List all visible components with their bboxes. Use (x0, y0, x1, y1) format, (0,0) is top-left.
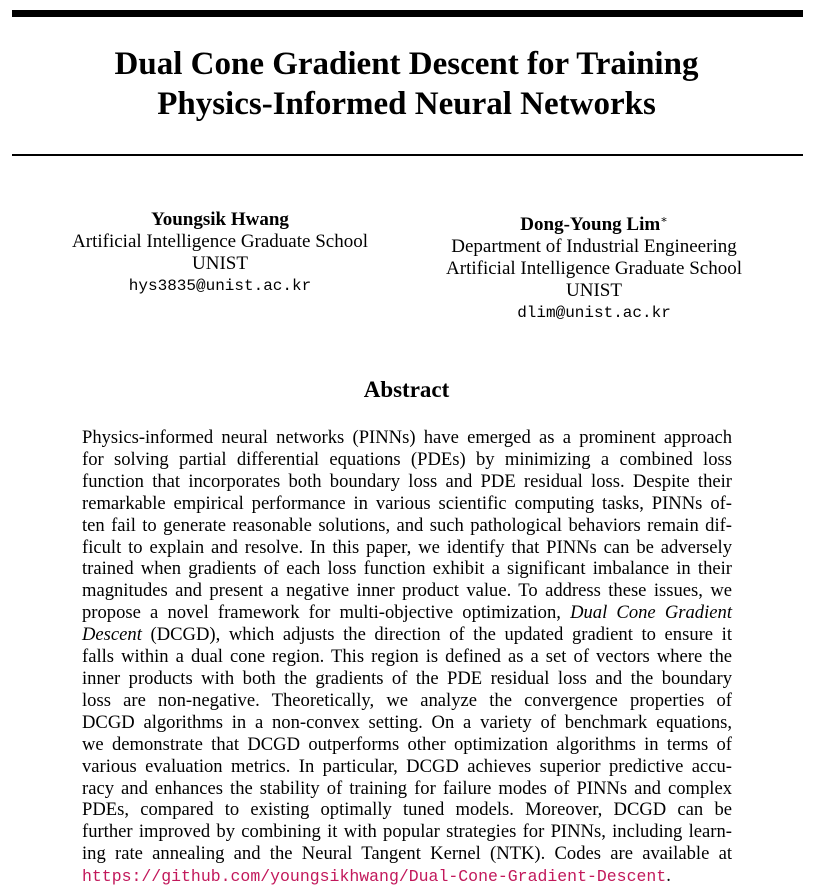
author-affiliation: Artificial Intelligence Graduate School (72, 231, 368, 252)
author-affiliation: Department of Industrial Engineering (451, 236, 737, 257)
abstract-line: function that incorporates both boundary loss and PDE residual loss. Despite their (82, 470, 732, 492)
abstract-period: . (666, 865, 671, 887)
author-block (40, 209, 400, 297)
method-name-emphasis: Dual Cone Gradient (570, 602, 732, 624)
abstract-text: (DCGD), which adjusts the direction of the updated gradient to ensure it (150, 624, 732, 646)
abstract-line: inner products with both the gradients of the PDE residual loss and the boundary (82, 667, 732, 689)
abstract-line (82, 624, 732, 646)
author-affiliation: Artificial Intelligence Graduate School (446, 258, 742, 279)
author-email[interactable]: dlim@unist.ac.kr (517, 304, 671, 322)
code-link[interactable]: https://github.com/youngsikhwang/Dual-Cone-Gradient-Descent (82, 867, 667, 887)
abstract-line: remarkable empirical performance in various scientific computing tasks, PINNs of- (82, 492, 732, 514)
title-line: Physics-Informed Neural Networks (157, 86, 656, 122)
method-name-emphasis: Descent (82, 624, 142, 646)
abstract-line: loss are non-negative. Theoretically, we analyze the convergence properties of (82, 689, 732, 711)
abstract-text: propose a novel framework for multi-objective optimization, (82, 602, 561, 624)
abstract-line: ten fail to generate reasonable solutions, and such pathological behaviors remain dif- (82, 514, 732, 536)
footnote-mark[interactable]: ∗ (660, 214, 668, 226)
abstract-line: trained when gradients of each loss function exhibit a significant imbalance in their (82, 558, 732, 580)
author-affiliation: UNIST (566, 280, 622, 301)
paper-title (0, 44, 813, 124)
abstract-line: magnitudes and present a negative inner product value. To address these issues, we (82, 580, 732, 602)
abstract-line (82, 602, 732, 624)
abstract-line: Physics-informed neural networks (PINNs) have emerged as a prominent approach (82, 427, 732, 448)
author-name: Youngsik Hwang (151, 209, 289, 230)
abstract-line (82, 865, 732, 888)
abstract-line: PDEs, compared to existing optimally tuned models. Moreover, DCGD can be (82, 799, 732, 821)
abstract-line: for solving partial differential equations (PDEs) by minimizing a combined loss (82, 448, 732, 470)
abstract-line: various evaluation metrics. In particular, DCGD achieves superior predictive accu- (82, 755, 732, 777)
abstract-line: racy and enhances the stability of training for failure modes of PINNs and complex (82, 777, 732, 799)
author-name (414, 209, 774, 236)
author-email[interactable]: hys3835@unist.ac.kr (128, 277, 312, 295)
author-name-text: Dong-Young Lim (520, 214, 661, 235)
abstract-body (82, 427, 732, 888)
top-rule (12, 10, 803, 17)
abstract-line: falls within a dual cone region. This region is defined as a set of vectors where the (82, 646, 732, 668)
abstract-line: ficult to explain and resolve. In this paper, we identify that PINNs can be adversely (82, 536, 732, 558)
author-block (414, 209, 774, 324)
abstract-heading: Abstract (363, 377, 450, 402)
author-affiliation: UNIST (192, 253, 248, 274)
title-line: Dual Cone Gradient Descent for Training (114, 46, 699, 82)
abstract-line: further improved by combining it with popular strategies for PINNs, including learn- (82, 821, 732, 843)
abstract-line: ing rate annealing and the Neural Tangent Kernel (NTK). Codes are available at (82, 843, 732, 865)
abstract-line: DCGD algorithms in a non-convex setting. On a variety of benchmark equations, (82, 711, 732, 733)
abstract-line: we demonstrate that DCGD outperforms other optimization algorithms in terms of (82, 733, 732, 755)
title-rule (12, 154, 803, 156)
